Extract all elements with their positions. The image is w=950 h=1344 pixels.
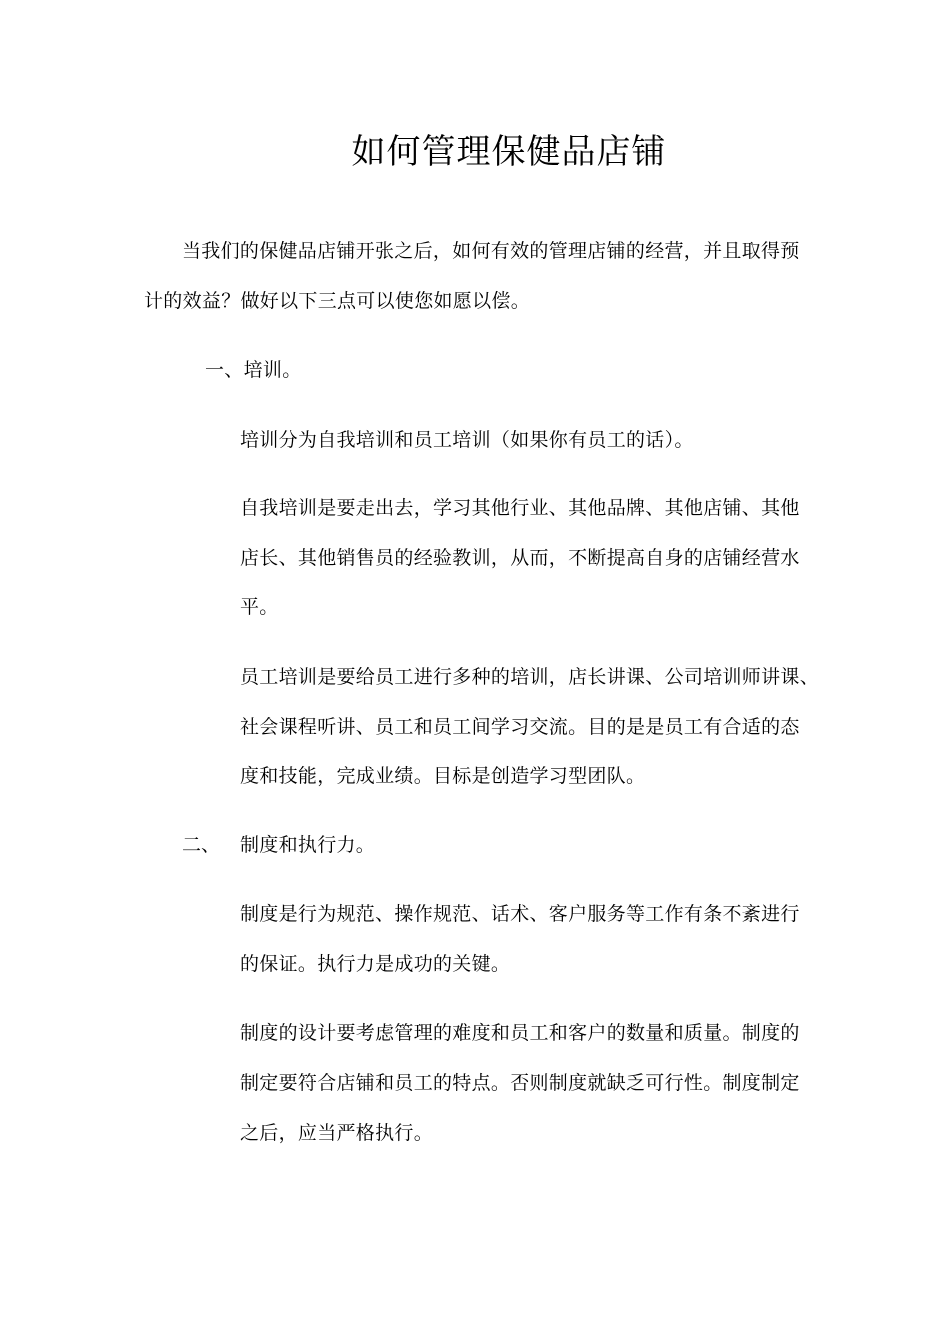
section1-p3-line-2: 社会课程听讲、员工和员工间学习交流。目的是是员工有合适的态 bbox=[240, 716, 800, 738]
section2-number: 二、 bbox=[182, 834, 221, 856]
section2-p2-line-2: 制定要符合店铺和员工的特点。否则制度就缺乏可行性。制度制定 bbox=[240, 1072, 800, 1094]
section2-p1-line-1: 制度是行为规范、操作规范、话术、客户服务等工作有条不紊进行 bbox=[240, 903, 800, 925]
intro-line-1: 当我们的保健品店铺开张之后，如何有效的管理店铺的经营，并且取得预 bbox=[182, 240, 800, 262]
section1-p2-line-3: 平。 bbox=[240, 596, 279, 618]
section2-p2-line-1: 制度的设计要考虑管理的难度和员工和客户的数量和质量。制度的 bbox=[240, 1022, 800, 1044]
section2-p2-line-3: 之后，应当严格执行。 bbox=[240, 1122, 434, 1144]
section2-p1-line-2: 的保证。执行力是成功的关键。 bbox=[240, 953, 511, 975]
document-title: 如何管理保健品店铺 bbox=[351, 132, 667, 172]
section1-p2-line-1: 自我培训是要走出去，学习其他行业、其他品牌、其他店铺、其他 bbox=[240, 497, 800, 519]
section1-p3-line-3: 度和技能，完成业绩。目标是创造学习型团队。 bbox=[240, 765, 646, 787]
section1-heading: 一、培训。 bbox=[205, 359, 302, 381]
section2-heading: 制度和执行力。 bbox=[240, 834, 376, 856]
section1-p2-line-2: 店长、其他销售员的经验教训，从而，不断提高自身的店铺经营水 bbox=[240, 547, 800, 569]
section1-p3-line-1: 员工培训是要给员工进行多种的培训，店长讲课、公司培训师讲课、 bbox=[240, 666, 820, 688]
section1-p1-line-1: 培训分为自我培训和员工培训（如果你有员工的话）。 bbox=[240, 429, 694, 451]
intro-line-2: 计的效益？做好以下三点可以使您如愿以偿。 bbox=[144, 290, 531, 312]
